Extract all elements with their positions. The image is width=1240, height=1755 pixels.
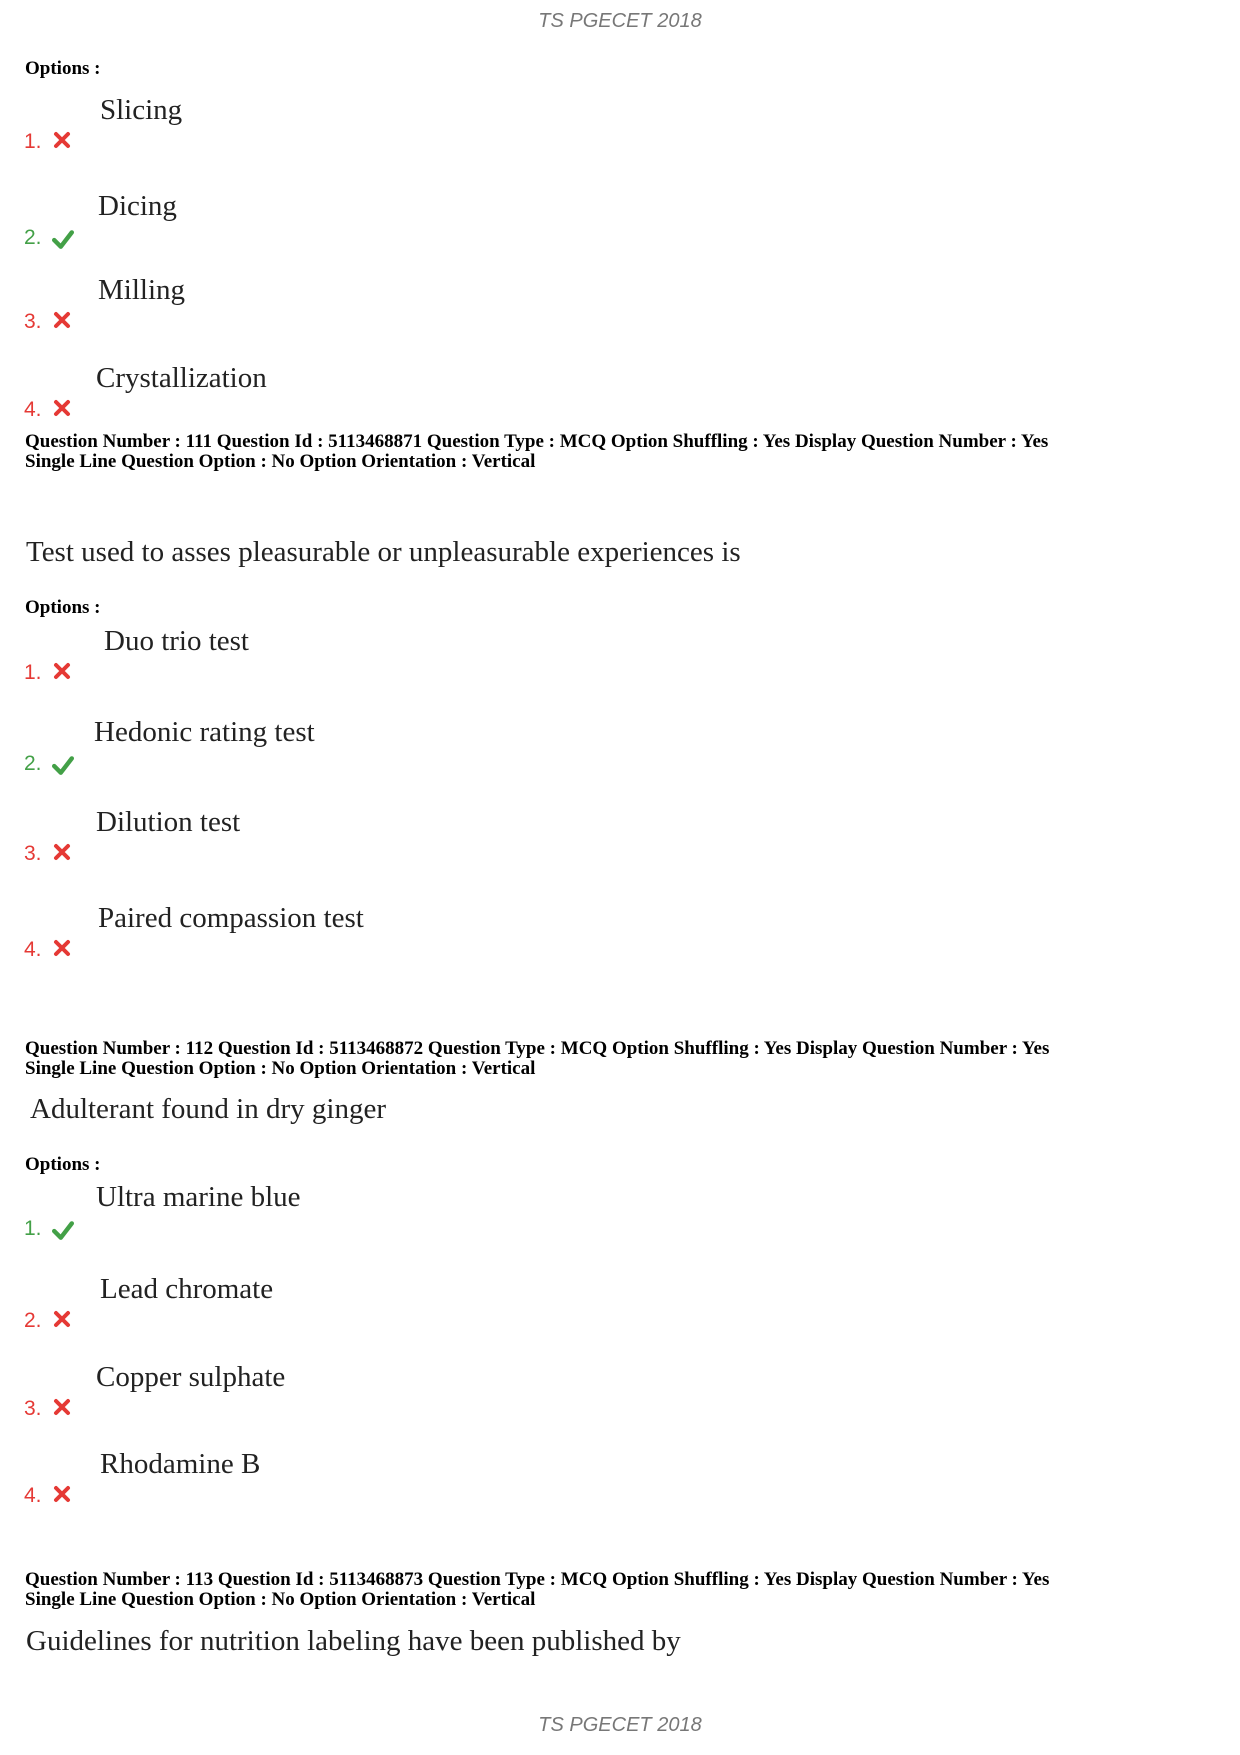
option-number: 2. (24, 752, 42, 775)
question-meta-line1: Question Number : 112 Question Id : 5113468872 Question Type : MCQ Option Shuffling : Yes Display Question Number : Yes (25, 1038, 1050, 1059)
cross-icon (52, 1309, 72, 1329)
cross-icon (52, 310, 72, 330)
check-icon (52, 228, 72, 248)
options-label: Options : (25, 597, 101, 618)
options-label: Options : (25, 1154, 101, 1175)
option-text: Paired compassion test (98, 902, 364, 934)
option-text: Hedonic rating test (94, 716, 315, 748)
cross-icon (52, 1484, 72, 1504)
page-footer: TS PGECET 2018 (538, 1714, 702, 1736)
question-meta (25, 1039, 1049, 1079)
check-icon (52, 754, 72, 774)
option-text: Duo trio test (104, 625, 249, 657)
option-number: 1. (24, 661, 42, 684)
question-meta-line1: Question Number : 111 Question Id : 5113468871 Question Type : MCQ Option Shuffling : Yes Display Question Number : Yes (25, 431, 1049, 452)
check-icon (52, 1219, 72, 1239)
option-number: 4. (24, 1484, 42, 1507)
option-number: 3. (24, 310, 42, 333)
cross-icon (52, 398, 72, 418)
option-number: 2. (24, 1309, 42, 1332)
option-item (24, 716, 724, 776)
option-text: Rhodamine B (100, 1448, 261, 1480)
option-item (24, 902, 724, 962)
option-number: 4. (24, 398, 42, 421)
option-item (24, 1361, 724, 1421)
option-text: Crystallization (96, 362, 267, 394)
cross-icon (52, 1397, 72, 1417)
question-meta (25, 432, 1048, 472)
question-meta-line1: Question Number : 113 Question Id : 5113468873 Question Type : MCQ Option Shuffling : Yes Display Question Number : Yes (25, 1569, 1050, 1590)
question-text: Guidelines for nutrition labeling have been published by (26, 1625, 681, 1657)
option-item (24, 274, 724, 334)
page-header: TS PGECET 2018 (538, 10, 702, 32)
option-item (24, 94, 724, 154)
question-meta-line2: Single Line Question Option : No Option Orientation : Vertical (25, 1589, 536, 1610)
option-number: 4. (24, 938, 42, 961)
option-text: Milling (98, 274, 186, 306)
cross-icon (52, 842, 72, 862)
options-label: Options : (25, 58, 101, 79)
option-number: 1. (24, 130, 42, 153)
question-meta (25, 1570, 1049, 1610)
option-number: 3. (24, 1397, 42, 1420)
option-text: Ultra marine blue (96, 1181, 301, 1213)
option-item (24, 625, 724, 685)
option-text: Dilution test (96, 806, 241, 838)
cross-icon (52, 661, 72, 681)
option-number: 3. (24, 842, 42, 865)
option-text: Slicing (100, 94, 183, 126)
option-item (24, 1181, 724, 1241)
option-number: 1. (24, 1217, 42, 1240)
cross-icon (52, 130, 72, 150)
question-text: Test used to asses pleasurable or unpleasurable experiences is (26, 536, 741, 568)
option-item (24, 362, 724, 422)
option-item (24, 806, 724, 866)
question-text: Adulterant found in dry ginger (30, 1093, 386, 1125)
option-item (24, 1448, 724, 1508)
option-text: Lead chromate (100, 1273, 274, 1305)
option-item (24, 1273, 724, 1333)
cross-icon (52, 938, 72, 958)
option-text: Copper sulphate (96, 1361, 286, 1393)
option-number: 2. (24, 226, 42, 249)
option-text: Dicing (98, 190, 177, 222)
question-meta-line2: Single Line Question Option : No Option Orientation : Vertical (25, 1058, 536, 1079)
option-item (24, 190, 724, 250)
question-meta-line2: Single Line Question Option : No Option Orientation : Vertical (25, 451, 536, 472)
